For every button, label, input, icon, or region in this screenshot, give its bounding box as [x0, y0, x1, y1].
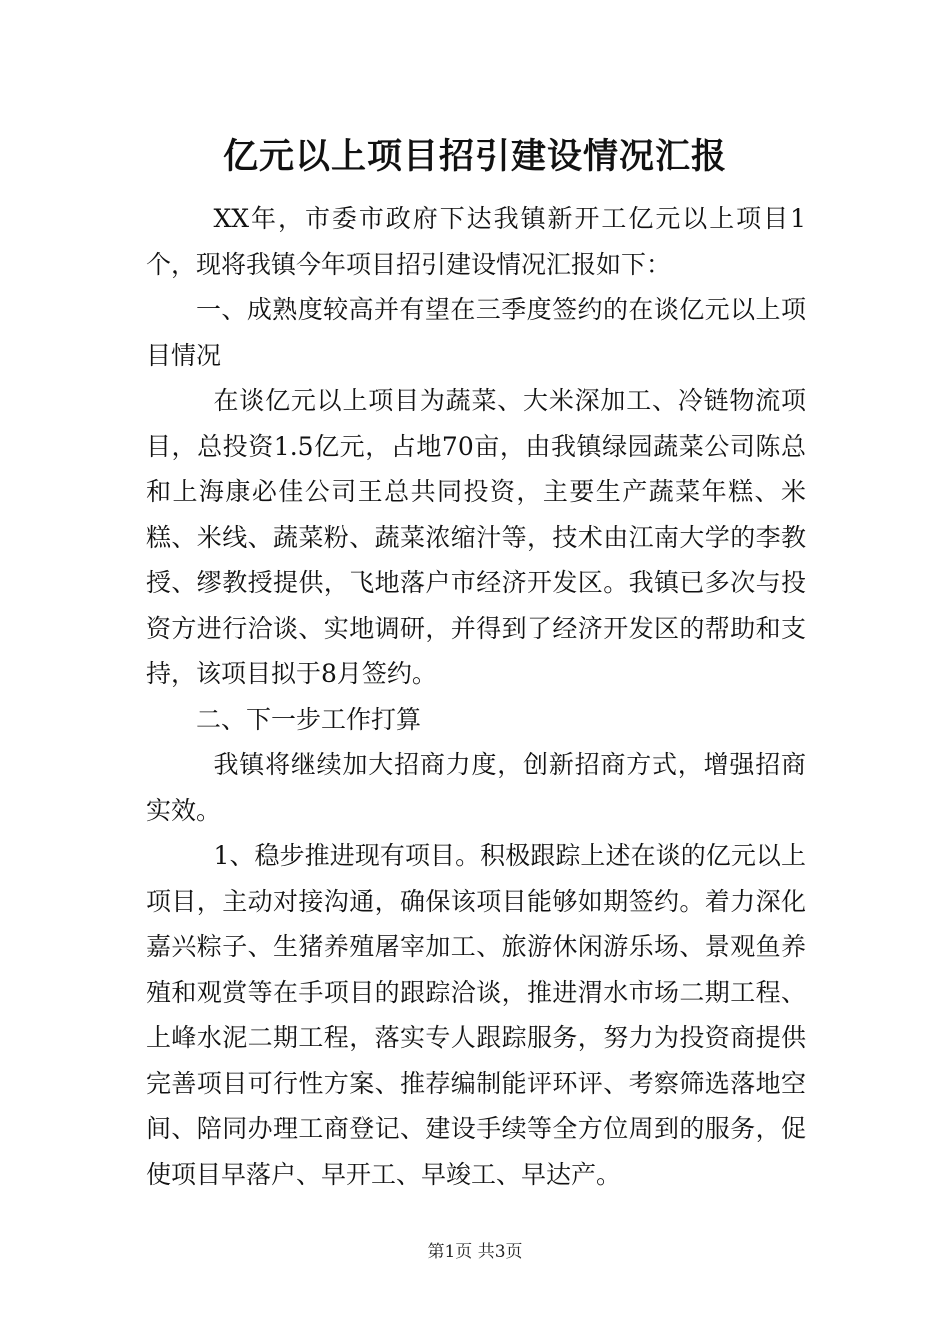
intro-paragraph: XX年，市委市政府下达我镇新开工亿元以上项目1个，现将我镇今年项目招引建设情况汇报如下：	[146, 204, 806, 279]
page-number-footer: 第1页 共3页	[427, 1242, 523, 1262]
document-title: 亿元以上项目招引建设情况汇报	[222, 137, 727, 177]
section-1-heading: 一、成熟度较高并有望在三季度签约的在谈亿元以上项目情况	[146, 295, 806, 370]
document-body	[146, 196, 806, 1197]
section-1-paragraph: 在谈亿元以上项目为蔬菜、大米深加工、冷链物流项目，总投资1.5亿元，占地70亩，由我镇绿园蔬菜公司陈总和上海康必佳公司王总共同投资，主要生产蔬菜年糕、米糕、米线、蔬菜粉、蔬菜浓缩汁等，技术由江南大学的李教授、缪教授提供，飞地落户市经济开发区。我镇已多次与投资方进行洽谈、实地调研，并得到了经济开发区的帮助和支持，该项目拟于8月签约。	[146, 386, 806, 688]
section-2-intro-paragraph: 我镇将继续加大招商力度，创新招商方式，增强招商实效。	[146, 750, 806, 825]
section-2-heading: 二、下一步工作打算	[196, 704, 422, 734]
section-2-item-1-paragraph: 1、稳步推进现有项目。积极跟踪上述在谈的亿元以上项目，主动对接沟通，确保该项目能够如期签约。着力深化嘉兴粽子、生猪养殖屠宰加工、旅游休闲游乐场、景观鱼养殖和观赏等在手项目的跟踪洽谈，推进渭水市场二期工程、上峰水泥二期工程，落实专人跟踪服务，努力为投资商提供完善项目可行性方案、推荐编制能评环评、考察筛选落地空间、陪同办理工商登记、建设手续等全方位周到的服务，促使项目早落户、早开工、早竣工、早达产。	[146, 841, 806, 1189]
